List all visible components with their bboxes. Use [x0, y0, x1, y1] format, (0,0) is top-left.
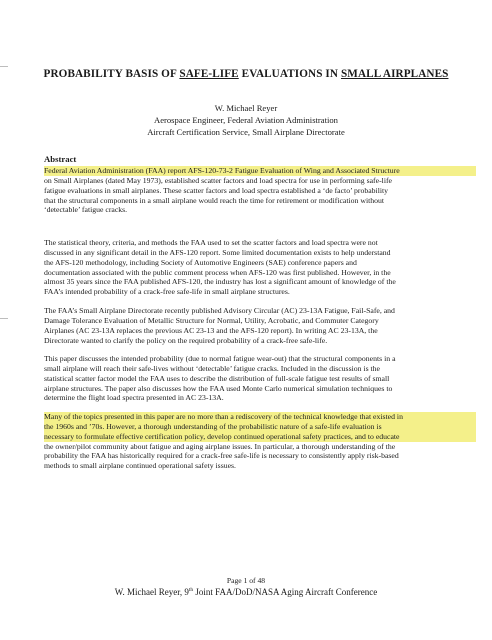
abstract-paragraph-3: [44, 306, 476, 345]
paragraph-line: This paper discusses the intended probability (due to normal fatigue wear-out) that the structural components in a: [44, 354, 396, 363]
author-affiliation-1: Aerospace Engineer, Federal Aviation Administration: [154, 114, 338, 125]
paragraph-line: methods to small airplane continued operational safety issues.: [44, 461, 236, 471]
paragraph-line: determine the flight load spectra presented in AC 23-13A.: [44, 393, 224, 403]
footer-credit: [0, 587, 492, 597]
paragraph-line: The FAA’s Small Airplane Directorate recently published Advisory Circular (AC) 23-13A Fatigue, Fail-Safe, and: [44, 306, 395, 315]
paragraph-line: The statistical theory, criteria, and methods the FAA used to set the scatter factors and load spectra were not: [44, 238, 378, 247]
abstract-paragraph-2: [44, 238, 476, 297]
paper-title: [22, 68, 470, 80]
paragraph-line: the 1960s and ’70s. However, a thorough understanding of the probabilistic nature of a safe-life evaluation is: [44, 422, 476, 432]
paragraph-line: documentation associated with the public comment process when AFS-120 was first published. However, in the: [44, 267, 391, 277]
paragraph-line: that the structural components in a small airplane would reach the time for retirement or modification without: [44, 195, 385, 205]
paragraph-line: fatigue evaluations in small airplanes. These scatter factors and load spectra established a ‘de facto’ probability: [44, 185, 389, 195]
paragraph-line: the owner/pilot community about fatigue and aging airplane issues. In particular, a thorough understanding of the: [44, 441, 396, 451]
title-small-airplanes: SMALL AIRPLANES: [340, 68, 449, 80]
paragraph-line: small airplane will reach their safe-lives without ‘detectable’ fatigue cracks. Included in the discussion is the: [44, 363, 381, 373]
title-safe-life: SAFE-LIFE: [179, 68, 239, 80]
footer-ordinal: th: [188, 587, 194, 593]
abstract-paragraph-4: [44, 354, 476, 403]
title-prefix: PROBABILITY BASIS OF: [43, 68, 180, 80]
paragraph-line: Airplanes (AC 23-13A replaces the previous AC 23-13 and the AFS-120 report). In writing AC 23-13A, the: [44, 325, 378, 335]
scan-edge-mark: [0, 66, 8, 67]
paragraph-line: on Small Airplanes (dated May 1973), established scatter factors and load spectra for use in performing safe-life: [44, 175, 392, 185]
paragraph-line: Directorate wanted to clarify the policy on the required probability of a crack-free safe-life.: [44, 335, 328, 345]
abstract-paragraph-5: [44, 412, 476, 471]
paragraph-line: Federal Aviation Administration (FAA) report AFS-120-73-2 Fatigue Evaluation of Wing and Associated Structure: [44, 166, 476, 176]
paragraph-line: Many of the topics presented in this paper are no more than a rediscovery of the technical knowledge that existed in: [44, 412, 476, 422]
paragraph-line: the AFS-120 methodology, including Society of Automotive Engineers (SAE) conference papers and: [44, 257, 357, 267]
page-number: Page 1 of 48: [226, 576, 266, 585]
author-block: [0, 103, 492, 138]
paragraph-line: airplane structures. The paper also discusses how the FAA used Monte Carlo numerical simulation techniques to: [44, 383, 393, 393]
footer-conference: Joint FAA/DoD/NASA Aging Aircraft Conference: [193, 587, 378, 597]
paragraph-line: necessary to formulate effective certification policy, develop continued operational safety practices, and to educate: [44, 432, 476, 442]
footer-author: W. Michael Reyer, 9: [114, 587, 189, 597]
paragraph-line: ‘detectable’ fatigue cracks.: [44, 205, 128, 215]
paragraph-line: FAA’s intended probability of a crack-free safe-life in small airplane structures.: [44, 287, 290, 297]
abstract-heading: Abstract: [44, 154, 77, 164]
scan-edge-mark: [0, 318, 8, 319]
paragraph-line: discussed in any significant detail in the AFS-120 report. Some limited documentation exists to help understand: [44, 247, 391, 257]
author-affiliation-2: Aircraft Certification Service, Small Airplane Directorate: [147, 126, 345, 137]
author-name: W. Michael Reyer: [214, 103, 278, 113]
abstract-paragraph-1: [44, 166, 476, 215]
title-middle: EVALUATIONS IN: [238, 68, 341, 80]
paragraph-line: statistical scatter factor model the FAA uses to describe the distribution of full-scale fatigue test results of small: [44, 373, 390, 383]
paragraph-line: Damage Tolerance Evaluation of Metallic Structure for Normal, Utility, Acrobatic, and Commuter Category: [44, 315, 379, 325]
paragraph-line: almost 35 years since the FAA published AFS-120, the industry has lost a significant amount of knowledge of the: [44, 277, 396, 287]
paragraph-line: probability the FAA has historically required for a crack-free safe-life is necessary to consistently apply risk-based: [44, 451, 399, 461]
